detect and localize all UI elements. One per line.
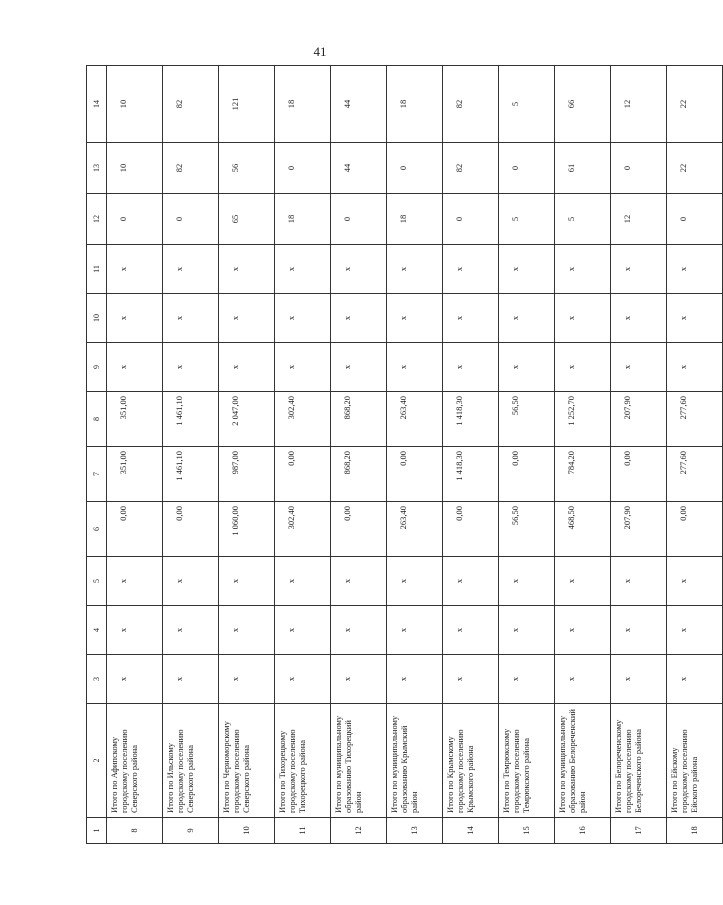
table-row (219, 66, 275, 844)
table-cell: 10 (107, 66, 163, 143)
table-cell: 0,00 (387, 447, 443, 502)
table-cell: 5 (499, 194, 555, 245)
table-cell: 263,40 (387, 392, 443, 447)
row-label: Итого по Белореченскому городскому поселению Белореченского района (611, 704, 667, 818)
table-cell: 12 (611, 66, 667, 143)
table-cell: x (275, 655, 331, 704)
table-cell: 0 (611, 143, 667, 194)
row-label: Итого по Тихорецкому городскому поселению Тихорецкого района (275, 704, 331, 818)
column-header: 6 (87, 502, 107, 557)
row-label: Итого по Ейскому городскому поселению Ейского района (667, 704, 723, 818)
table-cell: x (275, 343, 331, 392)
table-cell: 351,00 (107, 392, 163, 447)
column-header: 14 (87, 66, 107, 143)
table-cell: x (163, 245, 219, 294)
table-row (275, 66, 331, 844)
table-cell: 0 (107, 194, 163, 245)
column-header: 1 (87, 818, 107, 844)
row-number: 11 (275, 818, 331, 844)
table-cell: x (667, 294, 723, 343)
table-cell: x (387, 245, 443, 294)
table-cell: 207,90 (611, 392, 667, 447)
table-cell: 302,40 (275, 392, 331, 447)
table-cell: x (219, 655, 275, 704)
table-cell: x (667, 557, 723, 606)
table-cell: 0,00 (107, 502, 163, 557)
table-cell: x (219, 245, 275, 294)
table-cell: 65 (219, 194, 275, 245)
table-cell: x (387, 655, 443, 704)
table-cell: 12 (611, 194, 667, 245)
column-header: 7 (87, 447, 107, 502)
table-row (611, 66, 667, 844)
table-cell: x (611, 557, 667, 606)
table-cell: 468,50 (555, 502, 611, 557)
table-cell: x (443, 245, 499, 294)
table-cell: x (499, 294, 555, 343)
row-number: 8 (107, 818, 163, 844)
table-cell: x (611, 606, 667, 655)
table-cell: x (387, 343, 443, 392)
table-cell: x (555, 606, 611, 655)
row-label: Итого по муниципальному образованию Белореченский район (555, 704, 611, 818)
column-header: 3 (87, 655, 107, 704)
table-cell: x (555, 557, 611, 606)
table-cell: 0,00 (499, 447, 555, 502)
table-row (163, 66, 219, 844)
table-cell: 784,20 (555, 447, 611, 502)
table-cell: 5 (499, 66, 555, 143)
table-cell: 61 (555, 143, 611, 194)
data-table (86, 65, 723, 844)
table-cell: x (107, 655, 163, 704)
row-number: 16 (555, 818, 611, 844)
table-cell: x (443, 655, 499, 704)
table-cell: 0 (387, 143, 443, 194)
table-row (331, 66, 387, 844)
table-row (443, 66, 499, 844)
row-number: 13 (387, 818, 443, 844)
table-cell: 56,50 (499, 392, 555, 447)
table-cell: x (499, 557, 555, 606)
table-cell: x (107, 294, 163, 343)
table-cell: x (219, 606, 275, 655)
table-cell: 0,00 (163, 502, 219, 557)
table-cell: x (331, 294, 387, 343)
column-header: 2 (87, 704, 107, 818)
table-cell: 0,00 (667, 502, 723, 557)
table-cell: 18 (275, 194, 331, 245)
table-cell: 351,00 (107, 447, 163, 502)
table-cell: 66 (555, 66, 611, 143)
table-cell: 0 (443, 194, 499, 245)
table-cell: x (443, 606, 499, 655)
column-header: 8 (87, 392, 107, 447)
row-number: 14 (443, 818, 499, 844)
table-cell: x (499, 655, 555, 704)
column-header: 11 (87, 245, 107, 294)
column-header: 4 (87, 606, 107, 655)
table-cell: x (331, 557, 387, 606)
header-row (87, 66, 107, 844)
table-cell: x (163, 343, 219, 392)
table-cell: x (443, 557, 499, 606)
table-cell: 987,00 (219, 447, 275, 502)
column-header: 9 (87, 343, 107, 392)
table-cell: 121 (219, 66, 275, 143)
table-cell: 82 (443, 66, 499, 143)
rotated-table-area (86, 66, 699, 844)
row-number: 12 (331, 818, 387, 844)
table-cell: 56,50 (499, 502, 555, 557)
table-cell: x (163, 294, 219, 343)
table-cell: 302,40 (275, 502, 331, 557)
table-cell: 207,90 (611, 502, 667, 557)
table-cell: x (387, 294, 443, 343)
table-cell: x (219, 294, 275, 343)
table-cell: x (163, 655, 219, 704)
row-number: 15 (499, 818, 555, 844)
table-row (387, 66, 443, 844)
table-cell: x (107, 343, 163, 392)
table-cell: x (387, 606, 443, 655)
table-cell: x (163, 557, 219, 606)
table-cell: x (611, 245, 667, 294)
table-cell: x (331, 655, 387, 704)
table-cell: x (275, 557, 331, 606)
column-header: 5 (87, 557, 107, 606)
table-cell: x (331, 606, 387, 655)
row-number: 10 (219, 818, 275, 844)
table-cell: 0,00 (443, 502, 499, 557)
table-cell: x (555, 294, 611, 343)
table-cell: 18 (387, 66, 443, 143)
rotated-table-wrapper (86, 66, 699, 844)
table-cell: 1 461,10 (163, 392, 219, 447)
table-row (107, 66, 163, 844)
table-cell: 0 (667, 194, 723, 245)
table-cell: x (667, 245, 723, 294)
table-cell: x (667, 606, 723, 655)
table-cell: x (219, 557, 275, 606)
row-label: Итого по Афипскому городскому поселению Северского района (107, 704, 163, 818)
table-cell: 22 (667, 66, 723, 143)
table-cell: 277,60 (667, 392, 723, 447)
table-cell: 868,20 (331, 447, 387, 502)
table-cell: 1 252,70 (555, 392, 611, 447)
row-label: Итого по муниципальному образованию Тихорецкий район (331, 704, 387, 818)
table-cell: 1 461,10 (163, 447, 219, 502)
table-cell: x (107, 606, 163, 655)
table-cell: x (611, 343, 667, 392)
table-cell: x (443, 343, 499, 392)
table-cell: 1 418,30 (443, 447, 499, 502)
table-cell: x (275, 245, 331, 294)
table-cell: x (331, 245, 387, 294)
table-cell: x (667, 343, 723, 392)
table-cell: 0 (275, 143, 331, 194)
table-cell: 5 (555, 194, 611, 245)
table-cell: 2 047,00 (219, 392, 275, 447)
table-cell: 1 418,30 (443, 392, 499, 447)
table-cell: 82 (163, 66, 219, 143)
table-cell: 0,00 (331, 502, 387, 557)
table-cell: x (555, 655, 611, 704)
row-number: 9 (163, 818, 219, 844)
page-number: 41 (313, 44, 327, 59)
table-row (555, 66, 611, 844)
table-body (107, 66, 723, 844)
table-cell: x (387, 557, 443, 606)
table-row (499, 66, 555, 844)
table-cell: 18 (387, 194, 443, 245)
table-cell: 263,40 (387, 502, 443, 557)
table-cell: x (107, 245, 163, 294)
table-cell: 18 (275, 66, 331, 143)
table-cell: 1 060,00 (219, 502, 275, 557)
table-cell: x (611, 655, 667, 704)
row-label: Итого по Темрюкскому городскому поселению Темрюкского района (499, 704, 555, 818)
table-cell: 0,00 (611, 447, 667, 502)
table-cell: x (107, 557, 163, 606)
table-cell: 0 (499, 143, 555, 194)
row-label: Итого по муниципальному образованию Крымский район (387, 704, 443, 818)
row-number: 17 (611, 818, 667, 844)
table-cell: 277,60 (667, 447, 723, 502)
table-cell: 868,20 (331, 392, 387, 447)
table-cell: 0 (331, 194, 387, 245)
table-row (667, 66, 723, 844)
table-cell: 0,00 (275, 447, 331, 502)
table-cell: x (163, 606, 219, 655)
table-cell: 10 (107, 143, 163, 194)
table-cell: x (611, 294, 667, 343)
table-cell: x (555, 343, 611, 392)
row-label: Итого по Крымскому городскому поселению Крымского района (443, 704, 499, 818)
table-cell: 82 (443, 143, 499, 194)
table-cell: x (443, 294, 499, 343)
column-header: 13 (87, 143, 107, 194)
table-cell: x (219, 343, 275, 392)
table-cell: x (499, 343, 555, 392)
table-cell: 0 (163, 194, 219, 245)
table-cell: x (499, 606, 555, 655)
table-cell: 44 (331, 143, 387, 194)
table-cell: 56 (219, 143, 275, 194)
table-cell: x (667, 655, 723, 704)
table-cell: 44 (331, 66, 387, 143)
table-cell: x (499, 245, 555, 294)
row-number: 18 (667, 818, 723, 844)
row-label: Итого по Ильскому городскому поселению Северского района (163, 704, 219, 818)
table-cell: x (555, 245, 611, 294)
table-cell: x (275, 294, 331, 343)
table-cell: x (275, 606, 331, 655)
table-cell: x (331, 343, 387, 392)
table-cell: 82 (163, 143, 219, 194)
column-header: 10 (87, 294, 107, 343)
table-cell: 22 (667, 143, 723, 194)
column-header: 12 (87, 194, 107, 245)
row-label: Итого по Черноморскому городскому поселению Северского района (219, 704, 275, 818)
